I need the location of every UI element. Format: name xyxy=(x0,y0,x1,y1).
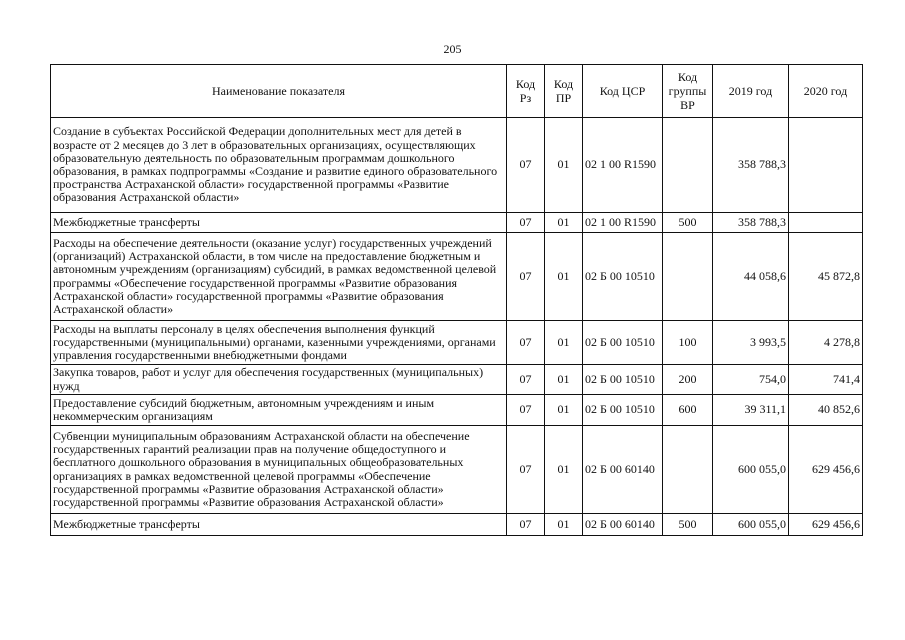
row-name: Межбюджетные трансферты xyxy=(51,213,507,233)
row-2019: 600 055,0 xyxy=(713,514,789,536)
row-2019: 358 788,3 xyxy=(713,213,789,233)
table-row xyxy=(51,321,863,365)
row-rz: 07 xyxy=(507,426,545,514)
row-name: Создание в субъектах Российской Федерации дополнительных мест для детей в возрасте от 2 месяцев до 3 лет в образовательных организациях, осуществляющих образовательную деятельность по образовательным программам дошкольного образования, в рамках подпрограммы «Создание и развитие единого образовательного пространства Астраханской области» государственной программы «Развитие образования Астраханской области» xyxy=(51,118,507,213)
row-pr: 01 xyxy=(545,118,583,213)
row-rz: 07 xyxy=(507,233,545,321)
row-csr: 02 Б 00 60140 xyxy=(583,514,663,536)
row-csr: 02 Б 00 60140 xyxy=(583,426,663,514)
row-2019: 754,0 xyxy=(713,365,789,395)
row-rz: 07 xyxy=(507,118,545,213)
row-2020: 45 872,8 xyxy=(789,233,863,321)
row-pr: 01 xyxy=(545,213,583,233)
header-rz: Код Рз xyxy=(507,65,545,118)
header-vr: Код группы ВР xyxy=(663,65,713,118)
row-vr xyxy=(663,426,713,514)
table-row xyxy=(51,514,863,536)
row-pr: 01 xyxy=(545,365,583,395)
row-2019: 3 993,5 xyxy=(713,321,789,365)
row-2020: 629 456,6 xyxy=(789,514,863,536)
row-vr: 200 xyxy=(663,365,713,395)
row-2020: 629 456,6 xyxy=(789,426,863,514)
row-name: Расходы на обеспечение деятельности (оказание услуг) государственных учреждений (организаций) Астраханской области, в том числе на предоставление бюджетным и автономным учреждениям (организациям) субсидий, в рамках ведомственной целевой программы «Обеспечение государственной программы «Развитие образования Астраханской области» государственной программы «Развитие образования Астраханской области» xyxy=(51,233,507,321)
row-vr: 600 xyxy=(663,395,713,426)
page-number: 205 xyxy=(443,42,462,56)
row-rz: 07 xyxy=(507,365,545,395)
row-vr: 500 xyxy=(663,213,713,233)
row-2019: 39 311,1 xyxy=(713,395,789,426)
row-2020: 4 278,8 xyxy=(789,321,863,365)
header-2020: 2020 год xyxy=(789,65,863,118)
table-row xyxy=(51,426,863,514)
row-2020 xyxy=(789,118,863,213)
table-row xyxy=(51,395,863,426)
table-row xyxy=(51,365,863,395)
row-rz: 07 xyxy=(507,213,545,233)
row-2020: 40 852,6 xyxy=(789,395,863,426)
row-csr: 02 Б 00 10510 xyxy=(583,233,663,321)
row-csr: 02 1 00 R1590 xyxy=(583,213,663,233)
row-pr: 01 xyxy=(545,514,583,536)
header-2019: 2019 год xyxy=(713,65,789,118)
table-row xyxy=(51,233,863,321)
row-2019: 44 058,6 xyxy=(713,233,789,321)
row-vr xyxy=(663,118,713,213)
row-rz: 07 xyxy=(507,395,545,426)
row-pr: 01 xyxy=(545,395,583,426)
row-name: Расходы на выплаты персоналу в целях обеспечения выполнения функций государственными (муниципальными) органами, казенными учреждениями, органами управления государственными внебюджетными фондами xyxy=(51,321,507,365)
row-name: Субвенции муниципальным образованиям Астраханской области на обеспечение государственных гарантий реализации прав на получение общедоступного и бесплатного дошкольного образования в муниципальных общеобразовательных организациях в рамках ведомственной целевой программы «Обеспечение государственной программы «Развитие образования Астраханской области» государственной программы «Развитие образования Астраханской области» xyxy=(51,426,507,514)
row-2020: 741,4 xyxy=(789,365,863,395)
header-pr: Код ПР xyxy=(545,65,583,118)
header-csr: Код ЦСР xyxy=(583,65,663,118)
budget-table xyxy=(50,64,863,536)
row-csr: 02 1 00 R1590 xyxy=(583,118,663,213)
row-rz: 07 xyxy=(507,514,545,536)
table-row xyxy=(51,213,863,233)
row-csr: 02 Б 00 10510 xyxy=(583,321,663,365)
row-2019: 600 055,0 xyxy=(713,426,789,514)
row-name: Межбюджетные трансферты xyxy=(51,514,507,536)
row-pr: 01 xyxy=(545,233,583,321)
row-2020 xyxy=(789,213,863,233)
row-vr: 500 xyxy=(663,514,713,536)
row-csr: 02 Б 00 10510 xyxy=(583,365,663,395)
row-rz: 07 xyxy=(507,321,545,365)
row-vr xyxy=(663,233,713,321)
row-vr: 100 xyxy=(663,321,713,365)
table-header-row xyxy=(51,65,863,118)
header-name: Наименование показателя xyxy=(51,65,507,118)
row-name: Предоставление субсидий бюджетным, автономным учреждениям и иным некоммерческим организациям xyxy=(51,395,507,426)
row-pr: 01 xyxy=(545,321,583,365)
row-2019: 358 788,3 xyxy=(713,118,789,213)
table-row xyxy=(51,118,863,213)
row-name: Закупка товаров, работ и услуг для обеспечения государственных (муниципальных) нужд xyxy=(51,365,507,395)
row-csr: 02 Б 00 10510 xyxy=(583,395,663,426)
row-pr: 01 xyxy=(545,426,583,514)
